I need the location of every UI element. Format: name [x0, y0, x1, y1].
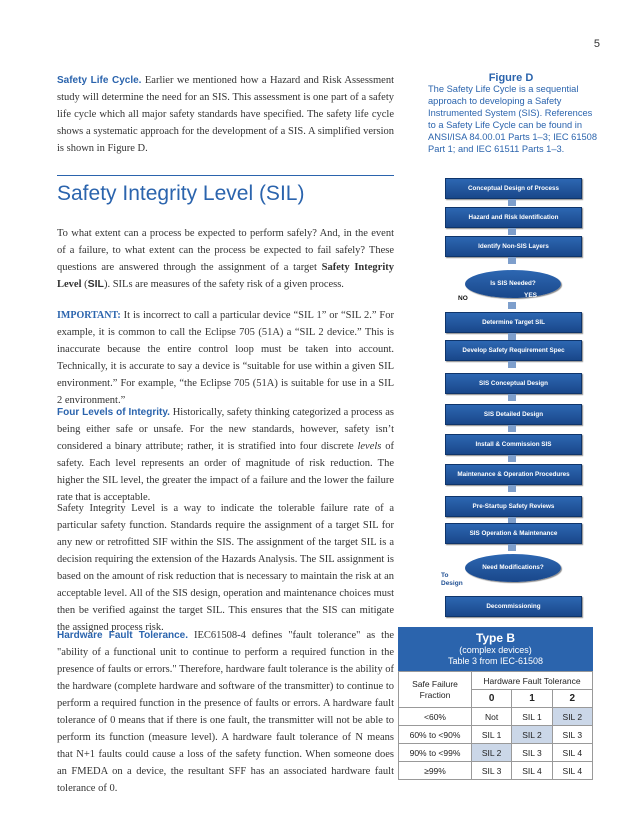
- sil-table: [398, 627, 593, 780]
- flow-step: Decommissioning: [445, 596, 582, 617]
- safety-life-cycle-flowchart: [441, 174, 597, 594]
- table-cell: SIL 4: [552, 744, 592, 762]
- sff-header: Safe Failure Fraction: [399, 672, 472, 708]
- para1-paren: (: [81, 279, 88, 290]
- important-paragraph: [57, 307, 394, 409]
- flow-step: Identify Non-SIS Layers: [445, 236, 582, 257]
- flow-step: Pre-Startup Safety Reviews: [445, 496, 582, 517]
- table-cell: Not: [472, 708, 512, 726]
- intro-text: Earlier we mentioned how a Hazard and Risk Assessment study will determine the need for an SIS. This assessment is one part of a safety life cycle which all major safety standards have specified. The safety life cycle shows a systematic approach for the development of a SIS. A simplified version is shown in Figure D.: [57, 75, 395, 154]
- col-header: 2: [552, 690, 592, 708]
- four-levels-lead: Four Levels of Integrity.: [57, 407, 170, 418]
- flow-step: SIS Conceptual Design: [445, 373, 582, 394]
- flow-connector: [508, 257, 516, 264]
- flow-connector: [508, 455, 516, 462]
- hft-paragraph: [57, 627, 394, 797]
- sff-cell: ≥99%: [399, 762, 472, 780]
- sil-abbr: SIL: [87, 278, 104, 290]
- col-header: 1: [512, 690, 552, 708]
- important-label: IMPORTANT:: [57, 310, 121, 321]
- flow-step: Hazard and Risk Identification: [445, 207, 582, 228]
- table-cell: SIL 1: [512, 708, 552, 726]
- table-title: Type B: [475, 631, 516, 645]
- levels-italic: levels: [357, 441, 382, 452]
- flow-step: Install & Commission SIS: [445, 434, 582, 455]
- important-text: It is incorrect to call a particular device “SIL 1” or “SIL 2.” For example, it is common to call the Eclipse 705 (51A) a “SIL 2 device.” This is inaccurate because the entire control loop must be taken into account. Technically, it is accurate to say a device is “suitable for use within a given SIL environment.” For example, “the Eclipse 705 (51A) is suitable for use in a SIL 2 environment.”: [57, 310, 394, 406]
- flow-connector: [508, 333, 516, 340]
- intro-lead: Safety Life Cycle.: [57, 75, 142, 86]
- table-cell: SIL 3: [472, 762, 512, 780]
- flow-step: Conceptual Design of Process: [445, 178, 582, 199]
- table-cell: SIL 3: [552, 726, 592, 744]
- flow-step: Determine Target SIL: [445, 312, 582, 333]
- flow-connector: [508, 199, 516, 206]
- para1-text: To what extent can a process be expected to perform safely? And, in the event of a failure, to what extent can the process be expected to fail safely? These questions are answered through the assignment of a target: [57, 228, 394, 273]
- table-row: [399, 726, 593, 744]
- flow-connector: [508, 228, 516, 235]
- hft-text: IEC61508-4 defines "fault tolerance" as the "ability of a functional unit to continue to perform a required function in the presence of faults or errors." Therefore, hardware fault tolerance is the ability of the hardware (complete hardware and software of the transmitter) to continue to perform a required function in the presence of faults or errors. A hardware fault tolerance of 0 means that if there is one fault, the transmitter will not be able to perform its function (measure level). A hardware fault tolerance of N means that N+1 faults could cause a loss of the safety function. When someone does an FMEDA on a device, the resultant SFF has an associated hardware fault tolerance of 0.: [57, 630, 395, 794]
- sff-cell: 60% to <90%: [399, 726, 472, 744]
- table-cell: SIL 4: [552, 762, 592, 780]
- table-header: [398, 627, 593, 671]
- table-cell: SIL 3: [512, 744, 552, 762]
- no-label: NO: [458, 295, 468, 302]
- yes-label: YES: [524, 292, 538, 299]
- flow-connector: [508, 394, 516, 401]
- sil-grid: [398, 671, 593, 780]
- sil-definition-paragraph: [57, 500, 394, 636]
- table-row: [399, 708, 593, 726]
- flow-connector: [508, 302, 516, 309]
- figure-title: Figure D: [488, 72, 534, 84]
- sil-term: Safety Integrity Level: [57, 262, 394, 290]
- flow-step: SIS Operation & Maintenance: [445, 523, 582, 544]
- flow-connector: [508, 544, 516, 551]
- flow-step: Develop Safety Requirement Spec: [445, 340, 582, 361]
- flow-step: SIS Detailed Design: [445, 404, 582, 425]
- table-subtitle: (complex devices): [459, 645, 532, 655]
- flow-decision: Is SIS Needed?: [465, 270, 561, 298]
- table-source: Table 3 from IEC-61508: [447, 656, 544, 666]
- intro-paragraph: [57, 72, 394, 157]
- four-levels-text: Historically, safety thinking categorized a process as being either safe or unsafe. For the new standards, however, safety isn’t considered a binary attribute; rather, it is stratified into four discrete: [57, 407, 394, 452]
- sff-cell: 90% to <99%: [399, 744, 472, 762]
- sil-intro-paragraph: [57, 225, 394, 293]
- table-cell: SIL 2: [552, 708, 592, 726]
- flow-connector: [508, 485, 516, 492]
- sil-definition-text: Safety Integrity Level is a way to indicate the tolerable failure rate of a particular safety function. Standards require the assignment of a target SIL for any new or retrofitted SIF within the SIS. The assignment of the target SIL is a decision requiring the extension of the Hazards Analysis. The SIL assignment is based on the amount of risk reduction that is necessary to maintain the risk at an acceptable level. All of the SIS design, operation and maintenance choices must then be verified against the target SIL. This ensures that the SIS can mitigate the assigned process risk.: [57, 503, 394, 633]
- figure-caption: The Safety Life Cycle is a sequential approach to developing a Safety Instrumented System (SIS). References to a Safety Life Cycle can be found in ANSI/ISA 84.00.01 Parts 1–3; IEC 61508 Part 1; and IEC 61511 Parts 1–3.: [428, 84, 598, 154]
- table-row: [399, 744, 593, 762]
- col-header: 0: [472, 690, 512, 708]
- flow-decision: Need Modifications?: [465, 554, 561, 582]
- page-number: 5: [593, 38, 600, 50]
- four-levels-paragraph: [57, 404, 394, 506]
- table-cell: SIL 4: [512, 762, 552, 780]
- table-cell: SIL 2: [512, 726, 552, 744]
- hft-header: Hardware Fault Tolerance: [472, 672, 593, 690]
- table-cell: SIL 2: [472, 744, 512, 762]
- flow-step: Maintenance & Operation Procedures: [445, 464, 582, 485]
- four-levels-tail: of safety. Each level represents an order of magnitude of risk reduction. The higher the SIL level, the greater the impact of a failure and the lower the failure rate that is acceptable.: [57, 441, 394, 503]
- sff-cell: <60%: [399, 708, 472, 726]
- section-rule: [57, 175, 394, 176]
- table-cell: SIL 1: [472, 726, 512, 744]
- para1-tail: ). SILs are measures of the safety risk of a given process.: [103, 279, 344, 290]
- hft-lead: Hardware Fault Tolerance.: [57, 630, 189, 641]
- flow-connector: [508, 361, 516, 368]
- to-design-label: To Design: [441, 572, 463, 587]
- table-row: [399, 762, 593, 780]
- section-title: Safety Integrity Level (SIL): [57, 182, 305, 205]
- flow-connector: [508, 425, 516, 432]
